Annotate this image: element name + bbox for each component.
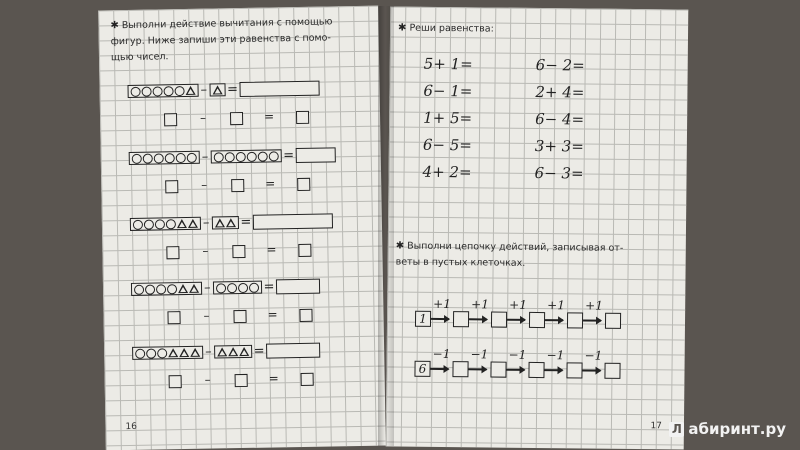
answer-box[interactable] xyxy=(297,178,310,191)
task-text: Реши равенства: xyxy=(409,22,494,35)
circle-shape xyxy=(226,283,236,293)
answer-box[interactable] xyxy=(296,111,309,124)
chain-arrow xyxy=(431,368,449,370)
chain-step-label: +1 xyxy=(547,298,565,313)
circle-shape xyxy=(176,152,186,162)
triangle-shape xyxy=(225,218,235,227)
subtraction-row xyxy=(130,213,334,232)
equals-sign: = xyxy=(283,148,295,164)
circle-shape xyxy=(213,152,223,162)
equals-sign: = xyxy=(267,307,278,322)
circle-shape xyxy=(175,85,185,95)
minus-sign: – xyxy=(202,215,210,231)
circle-shape xyxy=(131,86,141,96)
circle-shape xyxy=(246,151,256,161)
circle-shape xyxy=(224,152,234,162)
chain-step-label: +1 xyxy=(509,297,527,312)
answer-box[interactable] xyxy=(230,112,243,125)
circle-shape xyxy=(135,348,145,358)
circle-shape xyxy=(164,86,174,96)
circle-shape xyxy=(235,151,245,161)
chain-step-label: +1 xyxy=(433,296,451,312)
answer-box[interactable] xyxy=(235,374,248,387)
chain-step-label: −1 xyxy=(508,347,527,362)
minus-sign: – xyxy=(202,243,209,258)
chain-arrow xyxy=(545,319,563,321)
circle-shape xyxy=(134,284,144,294)
minuend-frame xyxy=(132,346,203,360)
labirint-logo-icon: Л xyxy=(669,422,684,437)
subtraction-row xyxy=(132,343,321,361)
chain-arrow xyxy=(469,318,487,320)
circle-shape xyxy=(237,282,247,292)
subtrahend-frame xyxy=(212,281,261,295)
circle-shape xyxy=(166,219,176,229)
chain-arrow xyxy=(583,319,601,321)
answer-box[interactable] xyxy=(232,245,245,258)
minus-sign: – xyxy=(200,82,208,98)
equation: 5+ 1= xyxy=(423,54,473,74)
chain-step-label: +1 xyxy=(471,297,489,312)
equation: 6− 3= xyxy=(534,163,584,183)
triangle-shape xyxy=(214,218,224,227)
chain-arrow xyxy=(431,318,449,320)
equation: 1+ 5= xyxy=(423,108,473,128)
triangle-shape xyxy=(217,347,227,356)
circle-shape xyxy=(142,86,152,96)
task-instruction-chains xyxy=(396,239,681,274)
left-page xyxy=(98,6,386,450)
chain-arrow xyxy=(507,319,525,321)
task-text: Выполни действие вычитания с помощью фигур. Ниже запиши эти равенства с помо- щью чисел. xyxy=(110,16,333,64)
subtrahend-frame xyxy=(209,83,225,96)
answer-frame[interactable] xyxy=(240,81,320,97)
equation: 6− 1= xyxy=(423,81,473,101)
equation: 2+ 4= xyxy=(535,82,585,102)
minus-sign: – xyxy=(201,177,208,192)
answer-box[interactable] xyxy=(301,373,314,386)
chain-step-label: −1 xyxy=(584,348,603,363)
subtraction-row xyxy=(131,279,321,297)
circle-shape xyxy=(144,219,154,229)
circle-shape xyxy=(257,151,267,161)
chain-arrow xyxy=(583,369,601,371)
answer-box[interactable] xyxy=(167,311,180,324)
chain-answer-box[interactable] xyxy=(529,312,545,328)
triangle-shape xyxy=(189,284,199,293)
right-page xyxy=(386,6,689,449)
circle-shape xyxy=(155,219,165,229)
answer-box[interactable] xyxy=(299,309,312,322)
minus-sign: – xyxy=(205,344,212,360)
triangle-shape xyxy=(168,348,178,357)
circle-shape xyxy=(187,152,197,162)
equals-sign: = xyxy=(265,176,276,191)
chain-arrow xyxy=(469,368,487,370)
triangle-shape xyxy=(228,347,238,356)
circle-shape xyxy=(145,284,155,294)
answer-box[interactable] xyxy=(298,244,311,257)
chain-start-box: 6 xyxy=(414,361,430,377)
task-instruction xyxy=(110,14,371,67)
chain-answer-box[interactable] xyxy=(566,362,582,378)
minuend-frame xyxy=(127,84,198,98)
answer-box[interactable] xyxy=(165,180,178,193)
answer-box[interactable] xyxy=(166,246,179,259)
answer-frame[interactable] xyxy=(276,279,320,295)
equation: 3+ 3= xyxy=(534,136,584,156)
chain-answer-box[interactable] xyxy=(604,363,620,379)
minuend-frame xyxy=(131,282,202,296)
circle-shape xyxy=(154,153,164,163)
answer-frame[interactable] xyxy=(253,213,333,229)
task-star-icon: ✱ xyxy=(395,240,405,252)
circle-shape xyxy=(167,284,177,294)
subtraction-row xyxy=(129,147,337,166)
circle-shape xyxy=(156,284,166,294)
circle-shape xyxy=(248,282,258,292)
circle-shape xyxy=(132,153,142,163)
watermark-text: абиринт.ру xyxy=(688,420,786,438)
equals-sign: = xyxy=(226,82,239,98)
equals-sign: = xyxy=(263,109,275,124)
equation: 4+ 2= xyxy=(422,162,472,182)
task-star-icon: ✱ xyxy=(110,20,119,32)
chain-arrow xyxy=(507,369,525,371)
minus-sign: – xyxy=(204,372,211,387)
watermark xyxy=(669,420,786,438)
page-number: 17 xyxy=(650,421,662,432)
triangle-shape xyxy=(239,347,249,356)
subtrahend-frame xyxy=(211,216,238,229)
chain-step-label: −1 xyxy=(546,348,565,363)
chain-arrow xyxy=(545,369,563,371)
circle-shape xyxy=(165,153,175,163)
chain-plus xyxy=(415,297,625,329)
circle-shape xyxy=(215,283,225,293)
book-spine-shadow xyxy=(378,6,394,446)
answer-frame[interactable] xyxy=(266,343,320,359)
chain-answer-box[interactable] xyxy=(490,362,506,378)
triangle-shape xyxy=(179,348,189,357)
equals-sign: = xyxy=(268,371,279,386)
circle-shape xyxy=(153,86,163,96)
circle-shape xyxy=(133,219,143,229)
minuend-frame xyxy=(129,151,200,165)
chain-answer-box[interactable] xyxy=(528,362,544,378)
equals-sign: = xyxy=(263,279,275,295)
answer-box[interactable] xyxy=(169,375,182,388)
chain-answer-box[interactable] xyxy=(453,311,469,327)
minus-sign: – xyxy=(199,110,207,125)
page-number: 16 xyxy=(125,421,137,433)
circle-shape xyxy=(146,348,156,358)
subtrahend-frame xyxy=(214,345,252,359)
triangle-shape xyxy=(212,85,222,94)
chain-start-box: 1 xyxy=(415,311,431,327)
minus-sign: – xyxy=(201,149,209,165)
equals-sign: = xyxy=(253,343,265,359)
subtraction-row xyxy=(127,81,320,99)
chain-answer-box[interactable] xyxy=(452,361,468,377)
minus-sign: – xyxy=(203,280,211,296)
equation: 6− 2= xyxy=(535,55,585,75)
triangle-shape xyxy=(188,219,198,228)
chain-answer-box[interactable] xyxy=(605,313,621,329)
triangle-shape xyxy=(186,86,196,95)
equals-sign: = xyxy=(240,214,252,231)
chain-answer-box[interactable] xyxy=(567,312,583,328)
minus-sign: – xyxy=(203,308,210,323)
chain-step-label: +1 xyxy=(585,298,603,313)
equals-sign: = xyxy=(266,242,277,257)
task-instruction-equations xyxy=(398,21,678,40)
triangle-shape xyxy=(178,284,188,293)
chain-step-label: −1 xyxy=(432,346,451,362)
answer-box[interactable] xyxy=(231,179,244,192)
task-star-icon: ✱ xyxy=(398,22,407,34)
circle-shape xyxy=(268,151,278,161)
subtrahend-frame xyxy=(210,149,281,163)
answer-box[interactable] xyxy=(233,310,246,323)
chain-step-label: −1 xyxy=(470,347,489,362)
triangle-shape xyxy=(177,219,187,228)
task-text: Выполни цепочку действий, записывая от- веты в пустых клеточках. xyxy=(395,240,624,269)
chain-answer-box[interactable] xyxy=(491,312,507,328)
answer-frame[interactable] xyxy=(296,147,336,163)
circle-shape xyxy=(157,348,167,358)
equation: 6− 4= xyxy=(535,109,585,129)
chain-minus xyxy=(414,347,624,379)
circle-shape xyxy=(143,153,153,163)
triangle-shape xyxy=(190,348,200,357)
minuend-frame xyxy=(130,217,201,231)
equation: 6− 5= xyxy=(422,135,472,155)
answer-box[interactable] xyxy=(164,113,177,126)
